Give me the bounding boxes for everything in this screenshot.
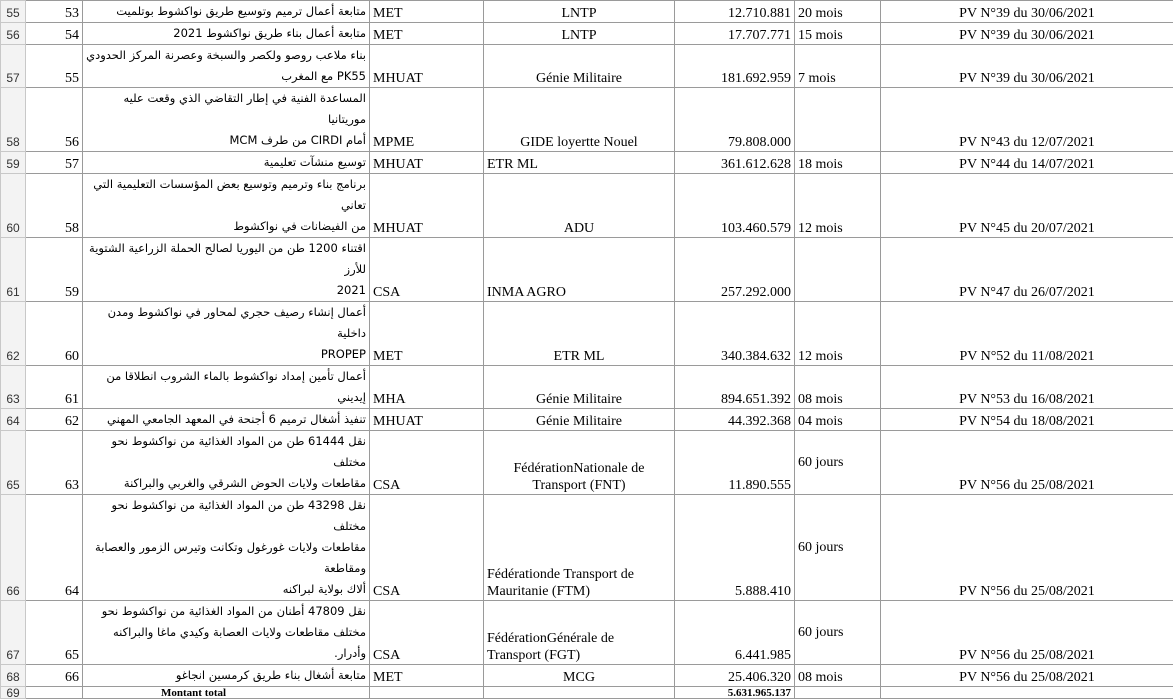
total-empty-cell (881, 687, 1173, 699)
description-line: متابعة أعمال ترميم وتوسيع طريق نواكشوط بوتلميت (86, 1, 366, 22)
delai-cell: 20 mois (795, 1, 881, 23)
attributaire-line: ETR ML (487, 156, 671, 173)
attributaire-line: Génie Militaire (487, 413, 671, 430)
entity-cell: MET (370, 302, 484, 366)
pv-cell: PV N°54 du 18/08/2021 (881, 409, 1173, 431)
montant-cell: 11.890.555 (675, 431, 795, 495)
entity-cell: CSA (370, 495, 484, 601)
pv-cell: PV N°56 du 25/08/2021 (881, 431, 1173, 495)
row-header[interactable]: 66 (1, 495, 26, 601)
entity-cell: CSA (370, 238, 484, 302)
montant-cell: 79.808.000 (675, 88, 795, 152)
total-amount: 5.631.965.137 (675, 687, 795, 699)
item-index: 66 (26, 665, 83, 687)
pv-cell: PV N°47 du 26/07/2021 (881, 238, 1173, 302)
pv-cell: PV N°56 du 25/08/2021 (881, 665, 1173, 687)
description-line: مقاطعات ولايات غورغول وتكانت وتيرس الزمور والعصابة ومقاطعة (86, 537, 366, 579)
item-index: 61 (26, 366, 83, 409)
montant-cell: 894.651.392 (675, 366, 795, 409)
entity-cell: MET (370, 23, 484, 45)
attributaire-cell (484, 174, 675, 238)
table-row (1, 238, 1173, 302)
description-cell (83, 409, 370, 431)
description-cell (83, 238, 370, 302)
attributaire-line: Génie Militaire (487, 391, 671, 408)
table-row (1, 152, 1173, 174)
description-cell (83, 174, 370, 238)
table-row (1, 366, 1173, 409)
row-header[interactable]: 67 (1, 601, 26, 665)
item-index: 64 (26, 495, 83, 601)
delai-cell (795, 238, 881, 302)
item-index: 59 (26, 238, 83, 302)
table-row (1, 495, 1173, 601)
table-row (1, 45, 1173, 88)
description-cell (83, 302, 370, 366)
pv-cell: PV N°56 du 25/08/2021 (881, 495, 1173, 601)
delai-cell: 15 mois (795, 23, 881, 45)
pv-cell: PV N°53 du 16/08/2021 (881, 366, 1173, 409)
total-empty-cell (484, 687, 675, 699)
attributaire-line: Mauritanie (FTM) (487, 583, 671, 600)
delai-cell: 12 mois (795, 174, 881, 238)
row-header[interactable]: 58 (1, 88, 26, 152)
entity-cell: MHUAT (370, 45, 484, 88)
description-cell (83, 1, 370, 23)
montant-cell: 257.292.000 (675, 238, 795, 302)
table-row (1, 431, 1173, 495)
description-cell (83, 45, 370, 88)
attributaire-line: FédérationGénérale de (487, 630, 671, 647)
pv-cell: PV N°45 du 20/07/2021 (881, 174, 1173, 238)
table-row (1, 88, 1173, 152)
description-line: بناء ملاعب روصو ولكصر والسبخة وعصرنة المركز الحدودي (86, 45, 366, 66)
description-line: نقل 61444 طن من المواد الغذائية من نواكشوط نحو مختلف (86, 431, 366, 473)
attributaire-line: ADU (487, 220, 671, 237)
row-header[interactable]: 59 (1, 152, 26, 174)
attributaire-cell (484, 409, 675, 431)
description-line: أعمال إنشاء رصيف حجري لمحاور في نواكشوط ومدن داخلية (86, 302, 366, 344)
attributaire-cell (484, 45, 675, 88)
pv-cell: PV N°43 du 12/07/2021 (881, 88, 1173, 152)
delai-cell (795, 88, 881, 152)
delai-cell: 18 mois (795, 152, 881, 174)
attributaire-line: FédérationNationale de (487, 460, 671, 477)
table-row (1, 23, 1173, 45)
entity-cell: MET (370, 665, 484, 687)
description-cell (83, 601, 370, 665)
attributaire-line: Génie Militaire (487, 70, 671, 87)
description-line: أمام CIRDI من طرف MCM (86, 130, 366, 151)
table-row (1, 1, 1173, 23)
row-header[interactable]: 65 (1, 431, 26, 495)
description-cell (83, 88, 370, 152)
attributaire-cell (484, 1, 675, 23)
montant-cell: 17.707.771 (675, 23, 795, 45)
description-line: المساعدة الفنية في إطار التقاضي الذي وقعت عليه موريتانيا (86, 88, 366, 130)
row-header[interactable]: 62 (1, 302, 26, 366)
attributaire-line: LNTP (487, 27, 671, 44)
entity-cell: CSA (370, 601, 484, 665)
description-line: اقتناء 1200 طن من اليوريا لصالح الحملة الزراعية الشتوية للأرز (86, 238, 366, 280)
delai-cell: 60 jours (795, 431, 881, 495)
attributaire-line: MCG (487, 669, 671, 686)
description-line: نقل 43298 طن من المواد الغذائية من نواكشوط نحو مختلف (86, 495, 366, 537)
item-index: 63 (26, 431, 83, 495)
delai-cell: 08 mois (795, 665, 881, 687)
pv-cell: PV N°56 du 25/08/2021 (881, 601, 1173, 665)
description-line: توسيع منشآت تعليمية (86, 152, 366, 173)
pv-cell: PV N°39 du 30/06/2021 (881, 23, 1173, 45)
attributaire-line: LNTP (487, 5, 671, 22)
description-line: تنفيذ أشغال ترميم 6 أجنحة في المعهد الجامعي المهني (86, 409, 366, 430)
description-cell (83, 431, 370, 495)
pv-cell: PV N°52 du 11/08/2021 (881, 302, 1173, 366)
montant-cell: 103.460.579 (675, 174, 795, 238)
table-row (1, 601, 1173, 665)
total-empty-cell (26, 687, 83, 699)
description-line: نقل 47809 أطنان من المواد الغذائية من نواكشوط نحو (86, 601, 366, 622)
attributaire-cell (484, 238, 675, 302)
attributaire-cell (484, 88, 675, 152)
description-line: برنامج بناء وترميم وتوسيع بعض المؤسسات التعليمية التي تعاني (86, 174, 366, 216)
table-row (1, 174, 1173, 238)
description-line: 2021 (86, 280, 366, 301)
delai-cell: 04 mois (795, 409, 881, 431)
item-index: 62 (26, 409, 83, 431)
entity-cell: MHUAT (370, 152, 484, 174)
attributaire-line: Transport (FGT) (487, 647, 671, 664)
table-row (1, 409, 1173, 431)
montant-cell: 25.406.320 (675, 665, 795, 687)
row-header[interactable]: 55 (1, 1, 26, 23)
table-row (1, 665, 1173, 687)
attributaire-cell (484, 665, 675, 687)
pv-cell: PV N°39 du 30/06/2021 (881, 45, 1173, 88)
description-line: PROPEP (86, 344, 366, 365)
description-cell (83, 152, 370, 174)
entity-cell: MET (370, 1, 484, 23)
attributaire-line: Transport (FNT) (487, 477, 671, 494)
montant-cell: 44.392.368 (675, 409, 795, 431)
row-header[interactable]: 69 (1, 687, 26, 699)
montant-cell: 12.710.881 (675, 1, 795, 23)
attributaire-cell (484, 152, 675, 174)
total-row (1, 687, 1173, 699)
total-empty-cell (795, 687, 881, 699)
delai-cell: 60 jours (795, 601, 881, 665)
table-row (1, 302, 1173, 366)
description-cell (83, 665, 370, 687)
item-index: 58 (26, 174, 83, 238)
description-line: مقاطعات ولايات الحوض الشرقي والغربي والبراكنة (86, 473, 366, 494)
item-index: 57 (26, 152, 83, 174)
row-header[interactable]: 64 (1, 409, 26, 431)
item-index: 54 (26, 23, 83, 45)
pv-cell: PV N°39 du 30/06/2021 (881, 1, 1173, 23)
description-line: متابعة أشغال بناء طريق كرمسين انجاغو (86, 665, 366, 686)
attributaire-line: INMA AGRO (487, 284, 671, 301)
description-line: متابعة أعمال بناء طريق نواكشوط 2021 (86, 23, 366, 44)
description-line: ألاك بولاية لبراكنه (86, 579, 366, 600)
montant-cell: 361.612.628 (675, 152, 795, 174)
description-line: من الفيضانات في نواكشوط (86, 216, 366, 237)
item-index: 56 (26, 88, 83, 152)
description-cell (83, 23, 370, 45)
description-line: أعمال تأمين إمداد نواكشوط بالماء الشروب انطلاقا من إيديني (86, 366, 366, 408)
attributaire-cell (484, 601, 675, 665)
attributaire-line: GIDE loyertte Nouel (487, 134, 671, 151)
attributaire-cell (484, 23, 675, 45)
row-header[interactable]: 57 (1, 45, 26, 88)
total-empty-cell (370, 687, 484, 699)
montant-cell: 6.441.985 (675, 601, 795, 665)
item-index: 65 (26, 601, 83, 665)
row-header[interactable]: 60 (1, 174, 26, 238)
item-index: 53 (26, 1, 83, 23)
delai-cell: 08 mois (795, 366, 881, 409)
entity-cell: MHUAT (370, 174, 484, 238)
montant-cell: 340.384.632 (675, 302, 795, 366)
item-index: 55 (26, 45, 83, 88)
attributaire-line: Fédérationde Transport de (487, 566, 671, 583)
delai-cell: 60 jours (795, 495, 881, 601)
attributaire-line: ETR ML (487, 348, 671, 365)
entity-cell: MHUAT (370, 409, 484, 431)
montant-cell: 181.692.959 (675, 45, 795, 88)
description-line: PK55 مع المغرب (86, 66, 366, 87)
item-index: 60 (26, 302, 83, 366)
row-header[interactable]: 68 (1, 665, 26, 687)
row-header[interactable]: 63 (1, 366, 26, 409)
entity-cell: CSA (370, 431, 484, 495)
description-cell (83, 366, 370, 409)
table-body (1, 1, 1173, 699)
description-cell (83, 495, 370, 601)
montant-cell: 5.888.410 (675, 495, 795, 601)
description-line: مختلف مقاطعات ولايات العصابة وكيدي ماغا والبراكنه وأدرار. (86, 622, 366, 664)
attributaire-cell (484, 495, 675, 601)
attributaire-cell (484, 431, 675, 495)
row-header[interactable]: 56 (1, 23, 26, 45)
pv-cell: PV N°44 du 14/07/2021 (881, 152, 1173, 174)
delai-cell: 7 mois (795, 45, 881, 88)
entity-cell: MPME (370, 88, 484, 152)
delai-cell: 12 mois (795, 302, 881, 366)
total-label: Montant total (83, 687, 370, 699)
row-header[interactable]: 61 (1, 238, 26, 302)
attributaire-cell (484, 366, 675, 409)
entity-cell: MHA (370, 366, 484, 409)
attributaire-cell (484, 302, 675, 366)
